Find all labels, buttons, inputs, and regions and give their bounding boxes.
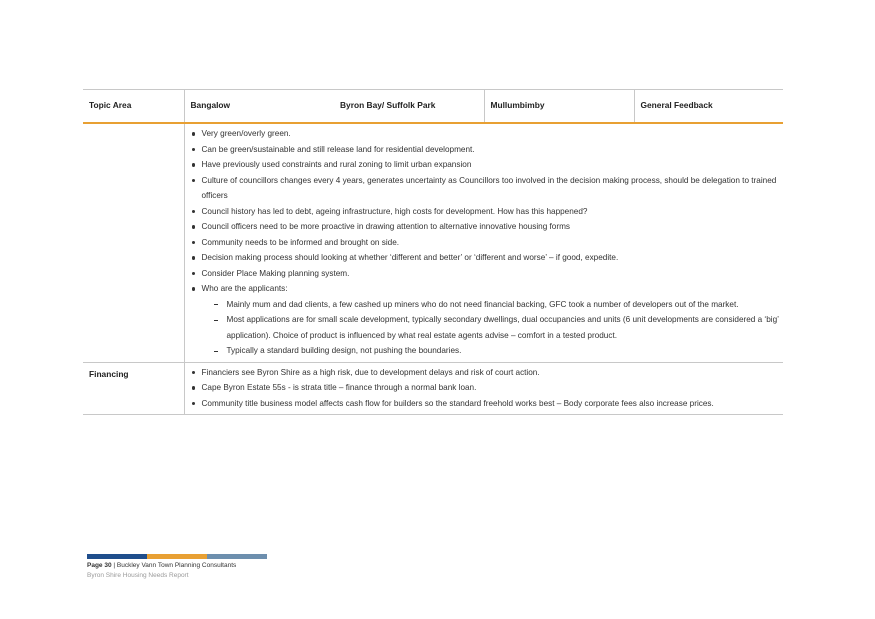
topic-cell: Financing: [83, 362, 184, 415]
list-item: Can be green/sustainable and still release land for residential development.: [191, 142, 780, 158]
list-item: Culture of councillors changes every 4 years, generates uncertainty as Councillors too involved in the decision making process, should be delegation to trained officers: [191, 173, 780, 204]
header-general-feedback: General Feedback: [634, 90, 783, 124]
footer-bar-steel: [207, 554, 267, 559]
list-item: Community title business model affects cash flow for builders so the standard freehold works best – Body corporate fees also increase prices.: [191, 396, 780, 412]
list-item: Have previously used constraints and rural zoning to limit urban expansion: [191, 157, 780, 173]
sub-list-item: Most applications are for small scale development, typically secondary dwellings, dual occupancies and units (6 unit developments are considered a ‘big’ application). Choice of product is influenced by what real estate agents advise – comfort in a tested product.: [213, 312, 780, 343]
table-header-row: [83, 90, 783, 124]
list-item: Cape Byron Estate 55s - is strata title – finance through a normal bank loan.: [191, 380, 780, 396]
footer-bar-orange: [147, 554, 207, 559]
list-item: Financiers see Byron Shire as a high risk, due to development delays and risk of court action.: [191, 365, 780, 381]
feedback-cell: [184, 123, 783, 362]
header-byron-bay: Byron Bay/ Suffolk Park: [334, 90, 484, 124]
feedback-table: [83, 89, 783, 415]
table-row: [83, 123, 783, 362]
footer-bar-blue: [87, 554, 147, 559]
list-item: Consider Place Making planning system.: [191, 266, 780, 282]
footer-color-bar: [87, 554, 267, 559]
topic-cell: [83, 123, 184, 362]
bullet-list: [191, 126, 780, 297]
footer-page-line: [87, 562, 236, 569]
header-bangalow: Bangalow: [184, 90, 334, 124]
header-topic-area: Topic Area: [83, 90, 184, 124]
list-item: Council history has led to debt, ageing infrastructure, high costs for development. How has this happened?: [191, 204, 780, 220]
bullet-list: [191, 365, 780, 412]
list-item: Council officers need to be more proactive in drawing attention to alternative innovative housing forms: [191, 219, 780, 235]
list-item: Decision making process should looking at whether ‘different and better’ or ‘different and worse’ – if good, expedite.: [191, 250, 780, 266]
sub-bullet-list: [191, 297, 780, 359]
report-title: Byron Shire Housing Needs Report: [87, 572, 189, 579]
page-number: Page 30: [87, 562, 112, 569]
footer-separator: |: [111, 562, 117, 569]
header-mullumbimby: Mullumbimby: [484, 90, 634, 124]
sub-list-item: Typically a standard building design, not pushing the boundaries.: [213, 343, 780, 359]
list-item: Community needs to be informed and brought on side.: [191, 235, 780, 251]
feedback-cell: [184, 362, 783, 415]
company-name: Buckley Vann Town Planning Consultants: [116, 562, 237, 569]
list-item: Very green/overly green.: [191, 126, 780, 142]
table-row: [83, 362, 783, 415]
list-item: Who are the applicants:: [191, 281, 780, 297]
sub-list-item: Mainly mum and dad clients, a few cashed up miners who do not need financial backing, GFC took a number of developers out of the market.: [213, 297, 780, 313]
